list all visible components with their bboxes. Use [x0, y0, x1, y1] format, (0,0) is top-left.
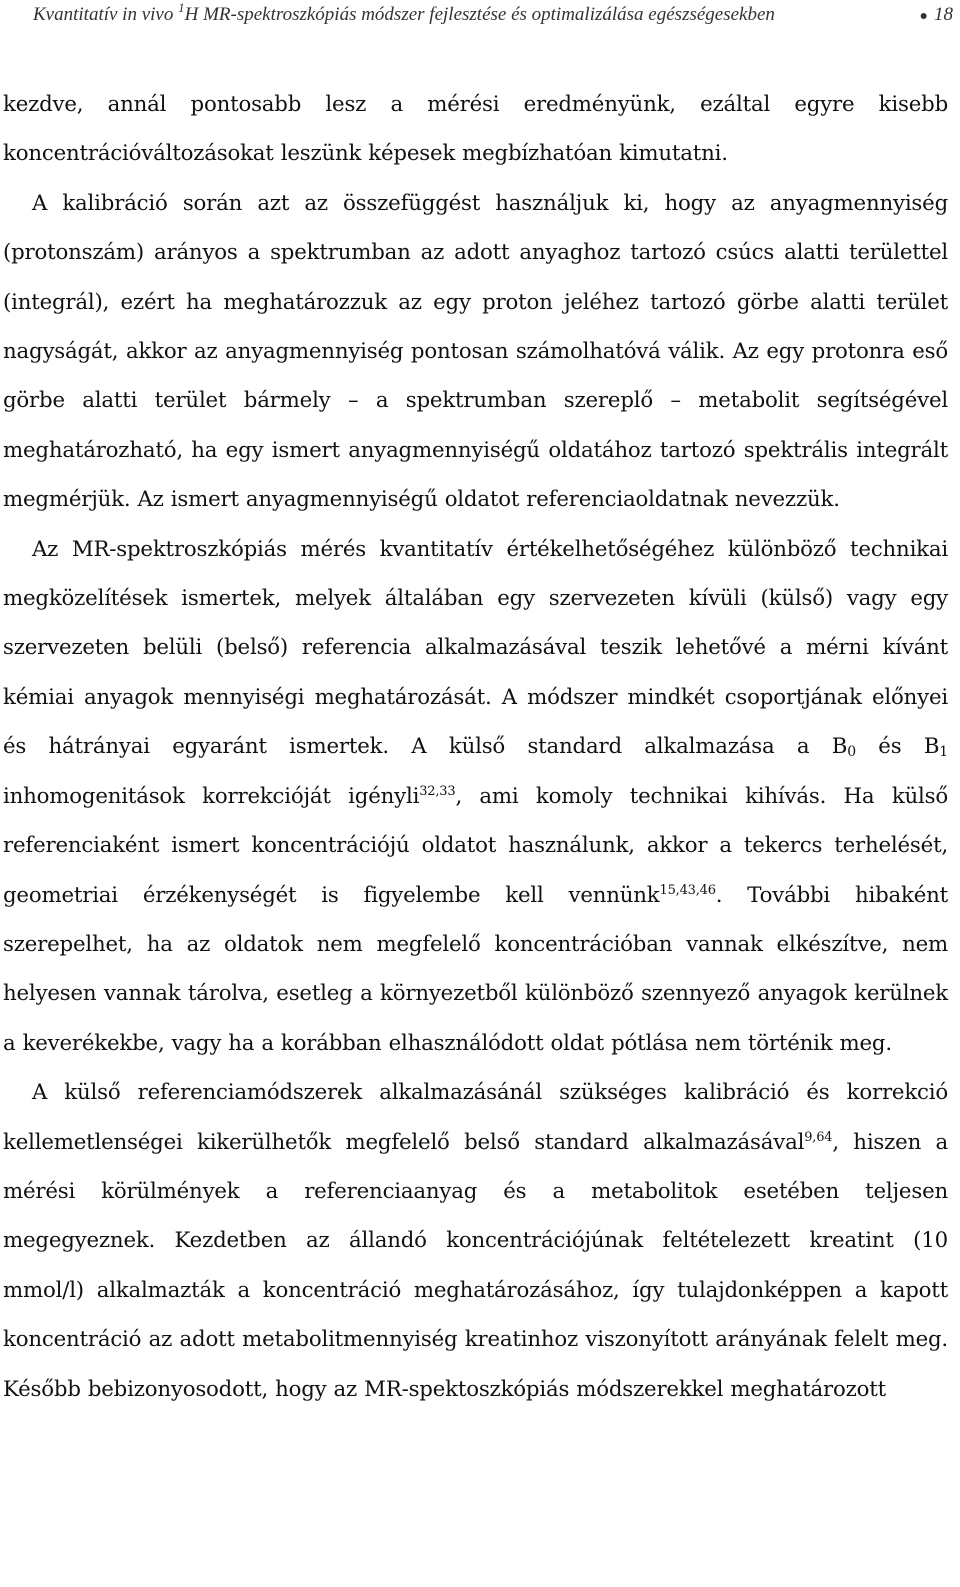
header-separator: ●: [919, 9, 928, 24]
running-header: [33, 0, 953, 30]
citation-ref: 9,64: [804, 1129, 833, 1145]
header-superscript: 1: [178, 0, 185, 15]
citation-ref: 32,33: [419, 783, 456, 799]
header-title: Kvantitatív in vivo $^1$H MR-spektroszkópiás módszer fejlesztése és optimalizálása egészségesekben: [33, 0, 775, 25]
page-number: 18: [934, 4, 953, 25]
header-page-info: [914, 0, 953, 30]
paragraph-1: kezdve, annál pontosabb lesz a mérési eredményünk, ezáltal egyre kisebb koncentrációváltozásokat leszünk képesek megbízhatóan kimutatni.: [3, 92, 948, 167]
paragraph-3: Az MR-spektroszkópiás mérés kvantitatív értékelhetőségéhez különböző technikai megközelítések ismertek, melyek általában egy szervezeten kívüli (külső) vagy egy szervezeten belüli (belső) referencia alkalmazásával teszik lehetővé a mérni kívánt kémiai anyagok mennyiségi meghatározását. A módszer mindkét csoportjának előnyei és hátrányai egyaránt ismertek. A külső standard alkalmazása a $B_0$ és $B_1$ inhomogenitások korrekcióját igényli$^{32,33}$, ami komoly technikai kihívás. Ha külső referenciaként ismert koncentrációjú oldatot használunk, akkor a tekercs terhelését, geometriai érzékenységét is figyelembe kell vennünk$^{15,43,46}$. További hibaként szerepelhet, ha az oldatok nem megfelelő koncentrációban vannak elkészítve, nem helyesen vannak tárolva, esetleg a környezetből különböző szennyező anyagok kerülnek a keverékekbe, vagy ha a korábban elhasználódott oldat pótlása nem történik meg.: [3, 536, 949, 1056]
paragraph-4: A külső referenciamódszerek alkalmazásánál szükséges kalibráció és korrekció kellemetlenségei kikerülhetők megfelelő belső standard alkalmazásával$^{9,64}$, hiszen a mérési körülmények a referenciaanyag és a metabolitok esetében teljesen megegyeznek. Kezdetben az állandó koncentrációjúnak feltételezett kreatint (10 mmol/l) alkalmazták a koncentráció meghatározásához, így tulajdonképpen a kapott koncentráció az adott metabolitmennyiség kreatinhoz viszonyított arányának felelt meg. Később bebizonyosodott, hogy az MR-spektoszkópiás módszerekkel meghatározott: [3, 1080, 948, 1402]
citation-ref: 15,43,46: [659, 882, 716, 898]
paragraph-2: A kalibráció során azt az összefüggést használjuk ki, hogy az anyagmennyiség (protonszám) arányos a spektrumban az adott anyaghoz tartozó csúcs alatti területtel (integrál), ezért ha meghatározzuk az egy proton jeléhez tartozó görbe alatti terület nagyságát, akkor az anyagmennyiség pontosan számolhatóvá válik. Az egy protonra eső görbe alatti terület bármely – a spektrumban szereplő – metabolit segítségével meghatározható, ha egy ismert anyagmennyiségű oldatához tartozó spektrális integrált megmérjük. Az ismert anyagmennyiségű oldatot referenciaoldatnak nevezzük.: [3, 190, 948, 513]
subscript-b0: 0: [847, 744, 856, 761]
document-body: [3, 80, 948, 1414]
subscript-b1: 1: [939, 744, 948, 761]
